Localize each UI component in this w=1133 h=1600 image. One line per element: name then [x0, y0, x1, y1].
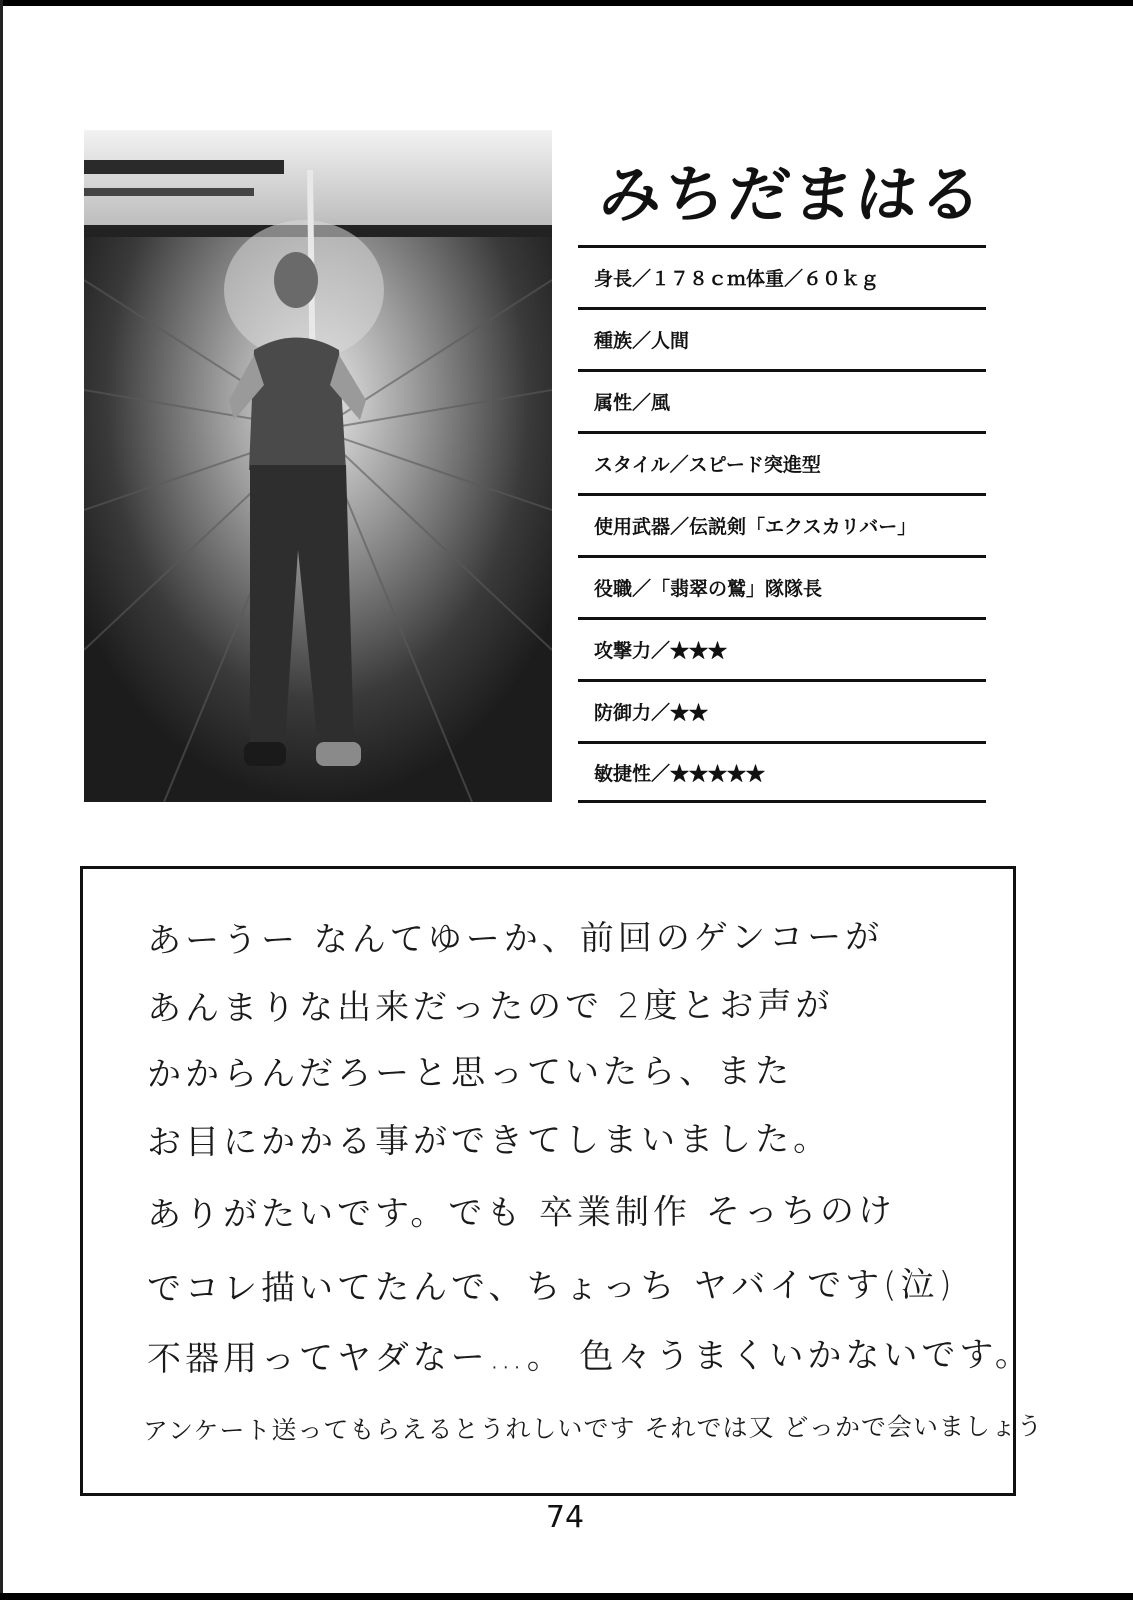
stat-style: スタイル／スピード突進型 — [578, 431, 986, 493]
stat-defense: 防御力／★★ — [578, 679, 986, 741]
page-left-edge — [0, 0, 3, 1600]
message-line: 不器用ってヤダなー…。 色々うまくいかないです。 — [146, 1334, 1033, 1380]
stat-height-weight: 身長／１７８ｃｍ体重／６０ｋｇ — [578, 245, 986, 307]
message-line: アンケート送ってもらえるとうれしいです それでは又 どっかで会いましょう — [142, 1411, 1043, 1446]
message-line: あーうー なんてゆーか、前回のゲンコーが — [146, 917, 884, 961]
stat-race: 種族／人間 — [578, 307, 986, 369]
character-name: みちだまはる — [596, 158, 988, 231]
stat-agility: 敏捷性／★★★★★ — [578, 741, 986, 803]
message-line: お目にかかる事ができてしまいました。 — [146, 1119, 832, 1163]
stat-attribute: 属性／風 — [578, 369, 986, 431]
stat-attack: 攻撃力／★★★ — [578, 617, 986, 679]
character-photo — [84, 130, 552, 802]
stat-role: 役職／「翡翠の鷲」隊隊長 — [578, 555, 986, 617]
stat-weapon: 使用武器／伝説剣「エクスカリバー」 — [578, 493, 986, 555]
message-line: あんまりな出来だったので 2度とお声が — [146, 985, 834, 1029]
page-bottom-edge — [0, 1593, 1133, 1600]
page-top-edge — [0, 0, 1133, 6]
character-stats — [578, 245, 986, 803]
author-message-box — [80, 866, 1043, 1496]
page-number: 74 — [545, 1500, 585, 1535]
message-line: でコレ描いてたんで、ちょっち ヤバイです(泣) — [146, 1264, 956, 1310]
message-line: ありがたいです。でも 卒業制作 そっちのけ — [146, 1191, 897, 1235]
message-line: かからんだろーと思っていたら、また — [146, 1051, 794, 1095]
